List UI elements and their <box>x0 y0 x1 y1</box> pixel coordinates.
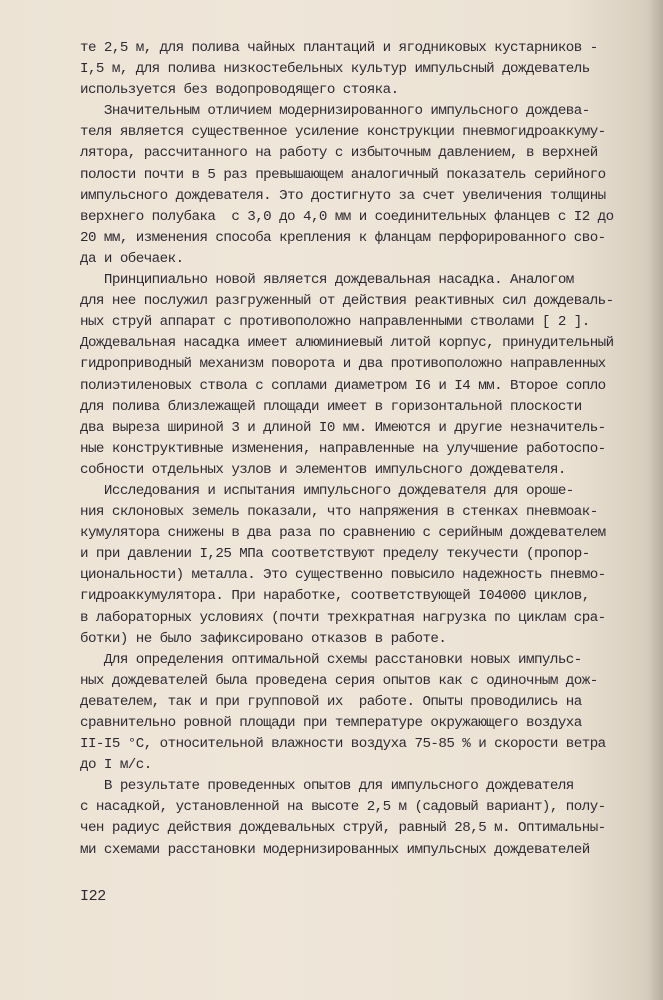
text-line: ных струй аппарат с противоположно направленными стволами [ 2 ]. <box>80 314 590 331</box>
text-line: гидроприводный механизм поворота и два противоположно направленных <box>80 356 606 373</box>
text-line: гидроаккумулятора. При наработке, соответствующей I04000 циклов, <box>80 588 590 605</box>
page-edge-shadow <box>649 0 663 1000</box>
text-line: собности отдельных узлов и элементов импульсного дождевателя. <box>80 461 566 478</box>
text-line: теля является существенное усиление конструкции пневмогидроаккуму- <box>80 124 606 141</box>
text-line: в лабораторных условиях (почти трехкратная нагрузка по циклам сра- <box>80 609 606 626</box>
text-line: используется без водопроводящего стояка. <box>80 82 399 99</box>
text-line: да и обечаек. <box>80 250 184 267</box>
text-line: ми схемами расстановки модернизированных импульсных дождевателей <box>80 841 590 858</box>
text-line: Дождевальная насадка имеет алюминиевый литой корпус, принудительный <box>80 335 614 352</box>
text-line: для нее послужил разгруженный от действия реактивных сил дождеваль- <box>80 293 614 310</box>
text-line: кумулятора снижены в два раза по сравнению с серийным дождевателем <box>80 525 606 542</box>
text-line: циональности) металла. Это существенно повысило надежность пневмо- <box>80 567 606 584</box>
text-line: I,5 м, для полива низкостебельных культур импульсный дождеватель <box>80 61 590 78</box>
text-line: с насадкой, установленной на высоте 2,5 м (садовый вариант), полу- <box>80 799 606 816</box>
text-line: те 2,5 м, для полива чайных плантаций и ягодниковых кустарников - <box>80 40 598 56</box>
text-line: два выреза шириной 3 и длиной I0 мм. Имеются и другие незначитель- <box>80 419 606 436</box>
text-line: сравнительно ровной площади при температуре окружающего воздуха <box>80 715 582 731</box>
text-line: 20 мм, изменения способа крепления к фланцам перфорированного сво- <box>80 229 606 246</box>
text-line: II-I5 °С, относительной влажности воздуха 75-85 % и скорости ветра <box>80 736 606 753</box>
text-line: ботки) не было зафиксировано отказов в работе. <box>80 630 447 647</box>
text-line: до I м/с. <box>80 757 152 774</box>
text-line: для полива близлежащей площади имеет в горизонтальной плоскости <box>80 398 582 415</box>
page-number: I22 <box>80 888 106 905</box>
text-line: Принципиально новой является дождевальная насадка. Аналогом <box>80 272 574 289</box>
body-text <box>80 38 652 861</box>
text-line: полиэтиленовых ствола с соплами диаметром I6 и I4 мм. Второе сопло <box>80 377 606 394</box>
text-line: лятора, рассчитанного на работу с избыточным давлением, в верхней <box>80 145 598 162</box>
text-line: ные конструктивные изменения, направленные на улучшение работоспо- <box>80 440 606 457</box>
text-line: Для определения оптимальной схемы расстановки новых импульс- <box>80 651 582 668</box>
text-line: Исследования и испытания импульсного дождевателя для ороше- <box>80 482 574 499</box>
text-line: верхнего полубака с 3,0 до 4,0 мм и соединительных фланцев с I2 до <box>80 208 614 225</box>
text-line: девателем, так и при групповой их работе. Опыты проводились на <box>80 693 582 710</box>
text-line: и при давлении I,25 МПа соответствуют пределу текучести (пропор- <box>80 546 590 563</box>
text-line: ных дождевателей была проведена серия опытов как с одиночным дож- <box>80 672 598 689</box>
text-line: импульсного дождевателя. Это достигнуто за счет увеличения толщины <box>80 187 606 204</box>
text-line: Значительным отличием модернизированного импульсного дождева- <box>80 103 590 120</box>
text-line: ния склоновых земель показали, что напряжения в стенках пневмоак- <box>80 504 598 521</box>
text-line: полости почти в 5 раз превышающем аналогичный показатель серийного <box>80 166 606 183</box>
text-line: чен радиус действия дождевальных струй, равный 28,5 м. Оптимальны- <box>80 820 606 837</box>
text-line: В результате проведенных опытов для импульсного дождевателя <box>80 778 574 795</box>
